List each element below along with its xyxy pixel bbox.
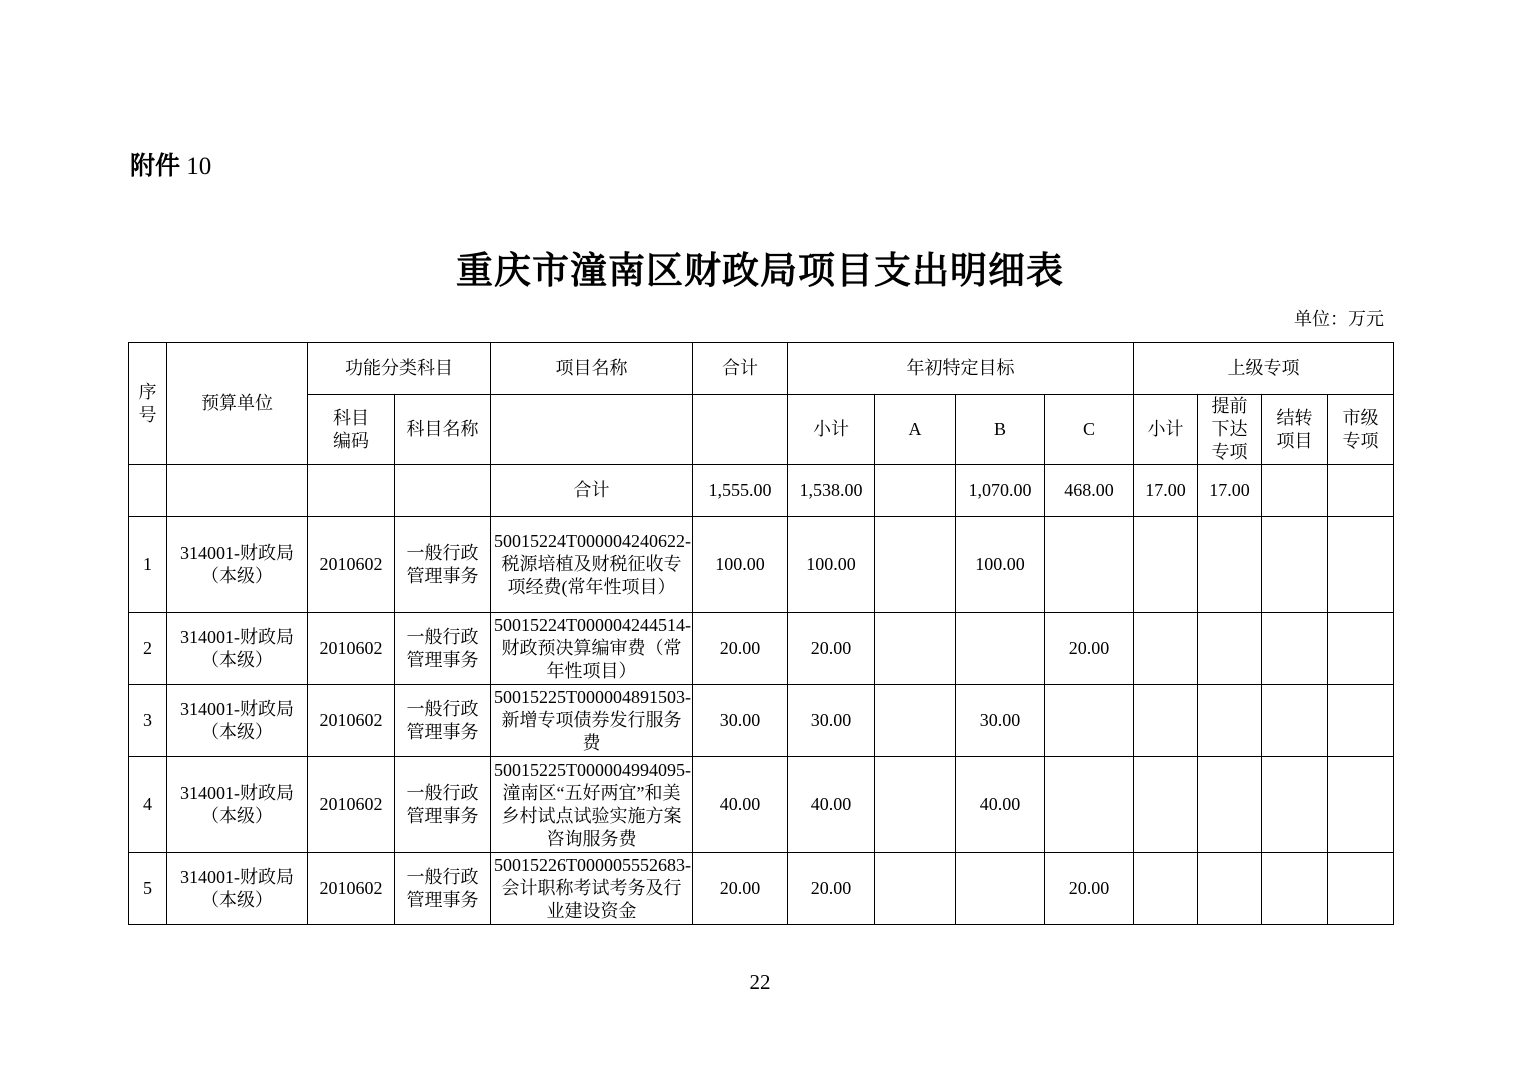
row-subject: 一般行政管理事务 (395, 853, 491, 925)
header-target: 年初特定目标 (788, 343, 1134, 395)
row-city (1328, 757, 1394, 853)
header-subject-code-text: 科目 编码 (333, 407, 369, 451)
row-total: 20.00 (693, 853, 788, 925)
row-target-subtotal: 20.00 (788, 613, 875, 685)
header-target-subtotal: 小计 (788, 395, 875, 465)
header-a: A (875, 395, 956, 465)
header-func-class: 功能分类科目 (308, 343, 491, 395)
row-b: 100.00 (956, 517, 1045, 613)
table-row (129, 757, 1394, 853)
header-seq (129, 343, 167, 465)
row-unit: 314001-财政局（本级） (167, 613, 308, 685)
header-advance (1198, 395, 1262, 465)
row-project: 50015224T000004240622-税源培植及财税征收专项经费(常年性项目） (491, 517, 693, 613)
row-seq: 5 (129, 853, 167, 925)
total-b: 1,070.00 (956, 465, 1045, 517)
header-sup-subtotal: 小计 (1134, 395, 1198, 465)
table-row (129, 685, 1394, 757)
row-seq: 3 (129, 685, 167, 757)
row-project: 50015225T000004994095-潼南区“五好两宜”和美乡村试点试验实施方案咨询服务费 (491, 757, 693, 853)
row-advance (1198, 757, 1262, 853)
project-expense-table (128, 342, 1394, 925)
row-sup-subtotal (1134, 613, 1198, 685)
total-city (1328, 465, 1394, 517)
row-advance (1198, 613, 1262, 685)
total-seq (129, 465, 167, 517)
total-label: 合计 (491, 465, 693, 517)
total-c: 468.00 (1045, 465, 1134, 517)
row-city (1328, 517, 1394, 613)
row-total: 100.00 (693, 517, 788, 613)
row-code: 2010602 (308, 517, 395, 613)
row-a (875, 757, 956, 853)
row-carryover (1262, 685, 1328, 757)
header-total-blank (693, 395, 788, 465)
total-unit (167, 465, 308, 517)
row-seq: 4 (129, 757, 167, 853)
header-c: C (1045, 395, 1134, 465)
row-sup-subtotal (1134, 757, 1198, 853)
row-a (875, 853, 956, 925)
row-c (1045, 685, 1134, 757)
row-target-subtotal: 40.00 (788, 757, 875, 853)
header-project-name: 项目名称 (491, 343, 693, 395)
row-c: 20.00 (1045, 853, 1134, 925)
row-target-subtotal: 100.00 (788, 517, 875, 613)
row-subject: 一般行政管理事务 (395, 517, 491, 613)
row-carryover (1262, 613, 1328, 685)
row-city (1328, 613, 1394, 685)
row-a (875, 613, 956, 685)
table-row (129, 613, 1394, 685)
row-advance (1198, 685, 1262, 757)
row-sup-subtotal (1134, 685, 1198, 757)
page-title: 重庆市潼南区财政局项目支出明细表 (456, 249, 1064, 292)
row-target-subtotal: 30.00 (788, 685, 875, 757)
header-city (1328, 395, 1394, 465)
row-a (875, 685, 956, 757)
row-total: 30.00 (693, 685, 788, 757)
header-seq-text: 序 号 (138, 381, 157, 425)
table-row (129, 517, 1394, 613)
row-total: 40.00 (693, 757, 788, 853)
row-total: 20.00 (693, 613, 788, 685)
row-code: 2010602 (308, 757, 395, 853)
row-subject: 一般行政管理事务 (395, 613, 491, 685)
row-subject: 一般行政管理事务 (395, 757, 491, 853)
row-carryover (1262, 853, 1328, 925)
header-total: 合计 (693, 343, 788, 395)
attachment-label-text: 附件 (130, 151, 181, 180)
total-subject (395, 465, 491, 517)
row-sup-subtotal (1134, 853, 1198, 925)
row-city (1328, 853, 1394, 925)
row-carryover (1262, 517, 1328, 613)
row-seq: 1 (129, 517, 167, 613)
header-subject-code (308, 395, 395, 465)
header-city-text: 市级 专项 (1342, 407, 1379, 451)
page-number: 22 (749, 970, 771, 994)
header-row-1 (129, 343, 1394, 395)
attachment-number: 10 (186, 153, 212, 180)
row-project: 50015224T000004244514-财政预决算编审费（常年性项目） (491, 613, 693, 685)
row-code: 2010602 (308, 853, 395, 925)
total-a (875, 465, 956, 517)
header-row-2 (129, 395, 1394, 465)
row-carryover (1262, 757, 1328, 853)
row-unit: 314001-财政局（本级） (167, 853, 308, 925)
table-row (129, 853, 1394, 925)
row-unit: 314001-财政局（本级） (167, 517, 308, 613)
row-advance (1198, 853, 1262, 925)
row-city (1328, 685, 1394, 757)
row-sup-subtotal (1134, 517, 1198, 613)
row-b (956, 613, 1045, 685)
row-advance (1198, 517, 1262, 613)
row-code: 2010602 (308, 685, 395, 757)
row-unit: 314001-财政局（本级） (167, 685, 308, 757)
total-carryover (1262, 465, 1328, 517)
total-sup-subtotal: 17.00 (1134, 465, 1198, 517)
total-row (129, 465, 1394, 517)
total-advance: 17.00 (1198, 465, 1262, 517)
row-b: 30.00 (956, 685, 1045, 757)
row-project: 50015225T000004891503-新增专项债券发行服务费 (491, 685, 693, 757)
row-a (875, 517, 956, 613)
row-c (1045, 517, 1134, 613)
row-subject: 一般行政管理事务 (395, 685, 491, 757)
total-total: 1,555.00 (693, 465, 788, 517)
header-project-name-blank (491, 395, 693, 465)
row-b: 40.00 (956, 757, 1045, 853)
row-b (956, 853, 1045, 925)
header-carryover (1262, 395, 1328, 465)
row-target-subtotal: 20.00 (788, 853, 875, 925)
row-c (1045, 757, 1134, 853)
total-code (308, 465, 395, 517)
header-subject-name: 科目名称 (395, 395, 491, 465)
header-b: B (956, 395, 1045, 465)
row-seq: 2 (129, 613, 167, 685)
unit-label: 单位：万元 (1294, 309, 1384, 329)
header-unit: 预算单位 (167, 343, 308, 465)
header-superior: 上级专项 (1134, 343, 1394, 395)
row-unit: 314001-财政局（本级） (167, 757, 308, 853)
total-target-subtotal: 1,538.00 (788, 465, 875, 517)
attachment-label (130, 146, 211, 182)
header-advance-text: 提前 下达 专项 (1211, 396, 1248, 462)
row-code: 2010602 (308, 613, 395, 685)
row-c: 20.00 (1045, 613, 1134, 685)
header-carryover-text: 结转 项目 (1276, 407, 1313, 451)
row-project: 50015226T000005552683-会计职称考试考务及行业建设资金 (491, 853, 693, 925)
